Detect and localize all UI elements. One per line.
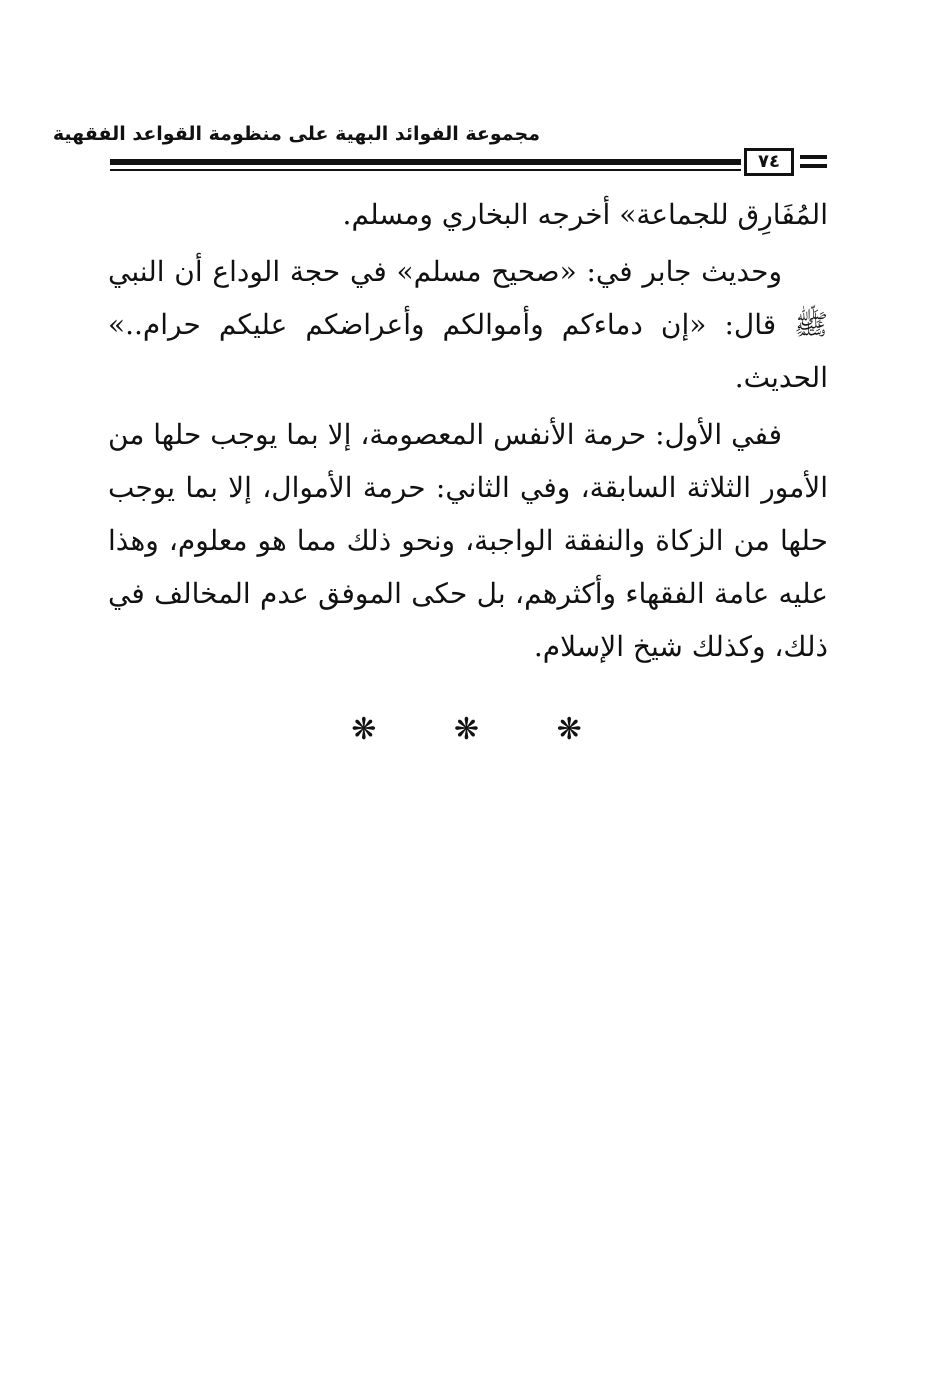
page-number: ٧٤ (744, 148, 794, 176)
header-rule-thick (110, 159, 741, 165)
header-rule (110, 156, 741, 176)
paragraph-continuation: المُفَارِق للجماعة» أخرجه البخاري ومسلم. (342, 198, 828, 231)
page-number-ornament-top (800, 155, 827, 159)
header-rule-thin (110, 169, 741, 171)
body-text (108, 188, 828, 677)
paragraph-explanation: ففي الأول: حرمة الأنفس المعصومة، إلا بما يوجب حلها من الأمور الثلاثة السابقة، وفي الثاني: حرمة الأموال، إلا بما يوجب حلها من الزكاة والنفقة الواجبة، ونحو ذلك مما هو معلوم، وهذا عليه عامة الفقهاء وأكثرهم، بل حكى الموفق عدم المخالف في ذلك، وكذلك شيخ الإسلام. (108, 418, 828, 663)
paragraph-jabir-hadith: وحديث جابر في: «صحيح مسلم» في حجة الوداع أن النبي ﷺ قال: «إن دماءكم وأموالكم وأعراضكم عليكم حرام..» الحديث. (108, 255, 828, 394)
running-head-title: مجموعة الفوائد البهية على منظومة القواعد الفقهية (52, 123, 540, 145)
section-divider-stars: ❋ ❋ ❋ (351, 712, 616, 747)
page-number-ornament-bottom (800, 164, 827, 168)
